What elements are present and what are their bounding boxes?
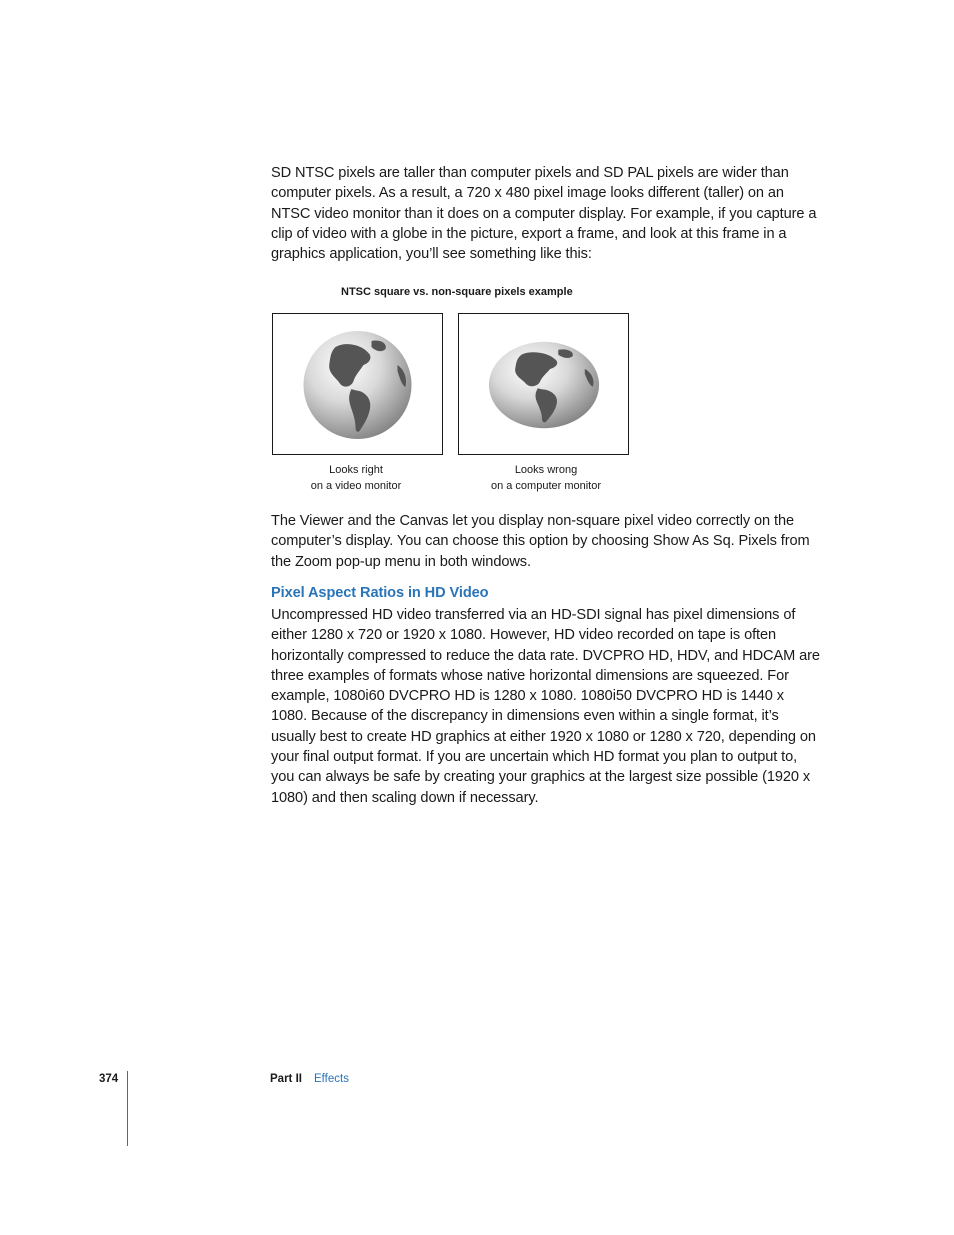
figure-right-caption: [446, 463, 646, 494]
hd-paragraph: Uncompressed HD video transferred via an HD-SDI signal has pixel dimensions of either 1280 x 720 or 1920 x 1080. However, HD video recorded on tape is often horizontally compressed to reduce the data rate. DVCPRO HD, HDV, and HDCAM are three examples of formats whose native horizontal dimensions are squeezed. For example, 1080i60 DVCPRO HD is 1280 x 1080. 1080i50 DVCPRO HD is 1440 x 1080. Because of the discrepancy in dimensions even within a single format, it’s usually best to create HD graphics at either 1920 x 1080 or 1280 x 720, depending on your final output format. If you are uncertain which HD format you plan to output to, you can always be safe by creating your graphics at the largest size possible (1920 x 1080) and then scaling down if necessary.: [271, 607, 820, 806]
figure-left-caption-line2: on a video monitor: [310, 479, 402, 492]
page-number: 374: [99, 1073, 119, 1085]
figure-left-caption: [256, 463, 456, 494]
footer-section-link[interactable]: Effects: [314, 1073, 349, 1085]
section-heading: Pixel Aspect Ratios in HD Video: [271, 585, 489, 601]
figure-left-caption-line1: Looks right: [329, 464, 383, 476]
viewer-paragraph: The Viewer and the Canvas let you display non-square pixel video correctly on the computer’s display. You can choose this option by choosing Show As Sq. Pixels from the Zoom pop-up menu in both windows.: [271, 513, 810, 570]
footer-part-label: Part II: [270, 1073, 302, 1085]
figure-right-caption-line1: Looks wrong: [514, 464, 578, 476]
figure-title: NTSC square vs. non-square pixels example: [341, 286, 573, 298]
figure-left-frame: [272, 313, 443, 455]
globe-stretched-image: [459, 314, 628, 454]
footer-divider: [127, 1071, 128, 1146]
figure-right-frame: [458, 313, 629, 455]
globe-round-image: [273, 314, 442, 454]
intro-paragraph: SD NTSC pixels are taller than computer pixels and SD PAL pixels are wider than computer pixels. As a result, a 720 x 480 pixel image looks different (taller) on an NTSC video monitor than it does on a computer display. For example, if you capture a clip of video with a globe in the picture, export a frame, and look at this frame in a graphics application, you’ll see something like this:: [271, 165, 817, 263]
figure-right-caption-line2: on a computer monitor: [490, 479, 602, 492]
